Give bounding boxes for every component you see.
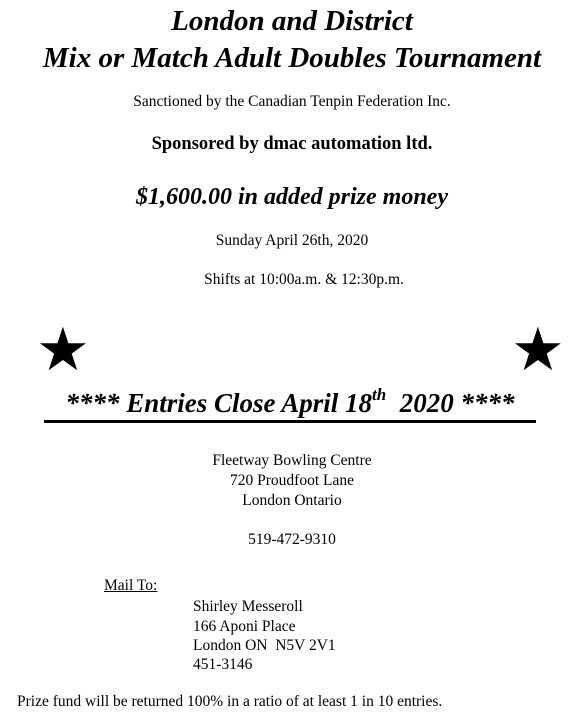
event-date: Sunday April 26th, 2020 [215,232,369,249]
title-line-1: London and District [171,5,413,37]
entries-close-superscript: th [372,385,387,404]
sanction-text: Sanctioned by the Canadian Tenpin Federation Inc. [133,93,451,110]
entries-close-text: **** Entries Close April 18 [65,388,373,418]
venue-city: London Ontario [242,492,342,509]
entries-close-underline [44,420,536,423]
venue-address: 720 Proudfoot Lane [230,472,354,489]
venue-phone: 519-472-9310 [248,531,336,548]
title-line-2: Mix or Match Adult Doubles Tournament [42,42,542,74]
prize-money-text: $1,600.00 in added prize money [136,184,448,210]
entries-close-year: 2020 **** [386,388,515,418]
star-icon-left: ★ [36,315,90,385]
mail-to-name: Shirley Messeroll [193,598,303,615]
star-icon-right: ★ [511,315,565,385]
mail-to-label: Mail To: [104,577,158,594]
venue-name: Fleetway Bowling Centre [212,452,372,469]
sponsor-text: Sponsored by dmac automation ltd. [151,134,433,154]
mail-to-phone: 451-3146 [193,656,253,673]
shift-times: Shifts at 10:00a.m. & 12:30p.m. [204,271,404,288]
mail-to-address: 166 Aponi Place [193,618,296,635]
entries-close-banner [44,385,536,418]
prize-fund-note: Prize fund will be returned 100% in a ratio of at least 1 in 10 entries. [17,693,443,710]
mail-to-city: London ON N5V 2V1 [193,637,336,654]
